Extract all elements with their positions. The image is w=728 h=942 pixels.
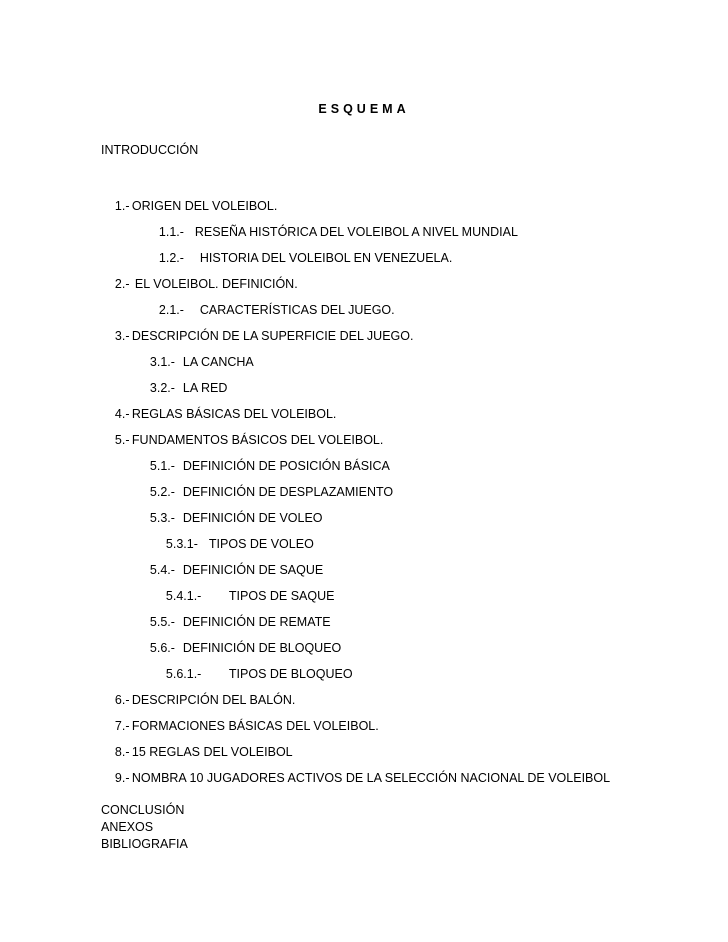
item-text: DESCRIPCIÓN DE LA SUPERFICIE DEL JUEGO. [131,329,414,343]
closing-bibliography: BIBLIOGRAFIA [101,837,188,851]
item-number: 3.2.- [149,381,175,395]
item-text: DEFINICIÓN DE VOLEO [182,511,323,525]
item-text: DEFINICIÓN DE DESPLAZAMIENTO [182,485,394,499]
item-number: 5.4.- [149,563,175,577]
item-text: LA CANCHA [182,355,254,369]
item-number: 8.- [114,745,130,759]
intro-heading: INTRODUCCIÓN [101,143,199,157]
closing-conclusion: CONCLUSIÓN [101,803,185,817]
page-title: ESQUEMA [318,102,410,116]
item-text: DESCRIPCIÓN DEL BALÓN. [131,693,296,707]
item-text: FORMACIONES BÁSICAS DEL VOLEIBOL. [131,719,379,733]
item-number: 5.3.1- [165,537,198,551]
item-number: 1.2.- [158,251,184,265]
item-number: 5.5.- [149,615,175,629]
item-text: ORIGEN DEL VOLEIBOL. [131,199,278,213]
item-text: TIPOS DE VOLEO [208,537,314,551]
item-text: DEFINICIÓN DE SAQUE [182,563,324,577]
item-text: NOMBRA 10 JUGADORES ACTIVOS DE LA SELECCIÓN NACIONAL DE VOLEIBOL [131,771,611,785]
item-number: 3.- [114,329,130,343]
outline-item-9 [101,754,610,802]
closing-annexes: ANEXOS [101,820,154,834]
item-number: 7.- [114,719,130,733]
item-text: DEFINICIÓN DE REMATE [182,615,331,629]
item-text: RESEÑA HISTÓRICA DEL VOLEIBOL A NIVEL MUNDIAL [194,225,518,239]
item-text: DEFINICIÓN DE BLOQUEO [182,641,342,655]
item-text: HISTORIA DEL VOLEIBOL EN VENEZUELA. [199,251,453,265]
item-number: 9.- [114,771,130,785]
item-text: REGLAS BÁSICAS DEL VOLEIBOL. [131,407,337,421]
item-number: 5.1.- [149,459,175,473]
item-number: 1.1.- [158,225,184,239]
item-text: EL VOLEIBOL. DEFINICIÓN. [134,277,298,291]
item-text: FUNDAMENTOS BÁSICOS DEL VOLEIBOL. [131,433,384,447]
item-text: DEFINICIÓN DE POSICIÓN BÁSICA [182,459,390,473]
item-number: 2.- [114,277,130,291]
item-number: 3.1.- [149,355,175,369]
item-number: 5.6.1.- [165,667,202,681]
item-number: 5.4.1.- [165,589,202,603]
item-text: 15 REGLAS DEL VOLEIBOL [131,745,293,759]
item-number: 2.1.- [158,303,184,317]
item-text: TIPOS DE SAQUE [228,589,335,603]
item-text: TIPOS DE BLOQUEO [228,667,353,681]
item-number: 1.- [114,199,130,213]
item-text: CARACTERÍSTICAS DEL JUEGO. [199,303,395,317]
item-number: 5.6.- [149,641,175,655]
item-number: 5.- [114,433,130,447]
item-number: 4.- [114,407,130,421]
item-number: 5.2.- [149,485,175,499]
item-number: 5.3.- [149,511,175,525]
item-text: LA RED [182,381,228,395]
item-number: 6.- [114,693,130,707]
